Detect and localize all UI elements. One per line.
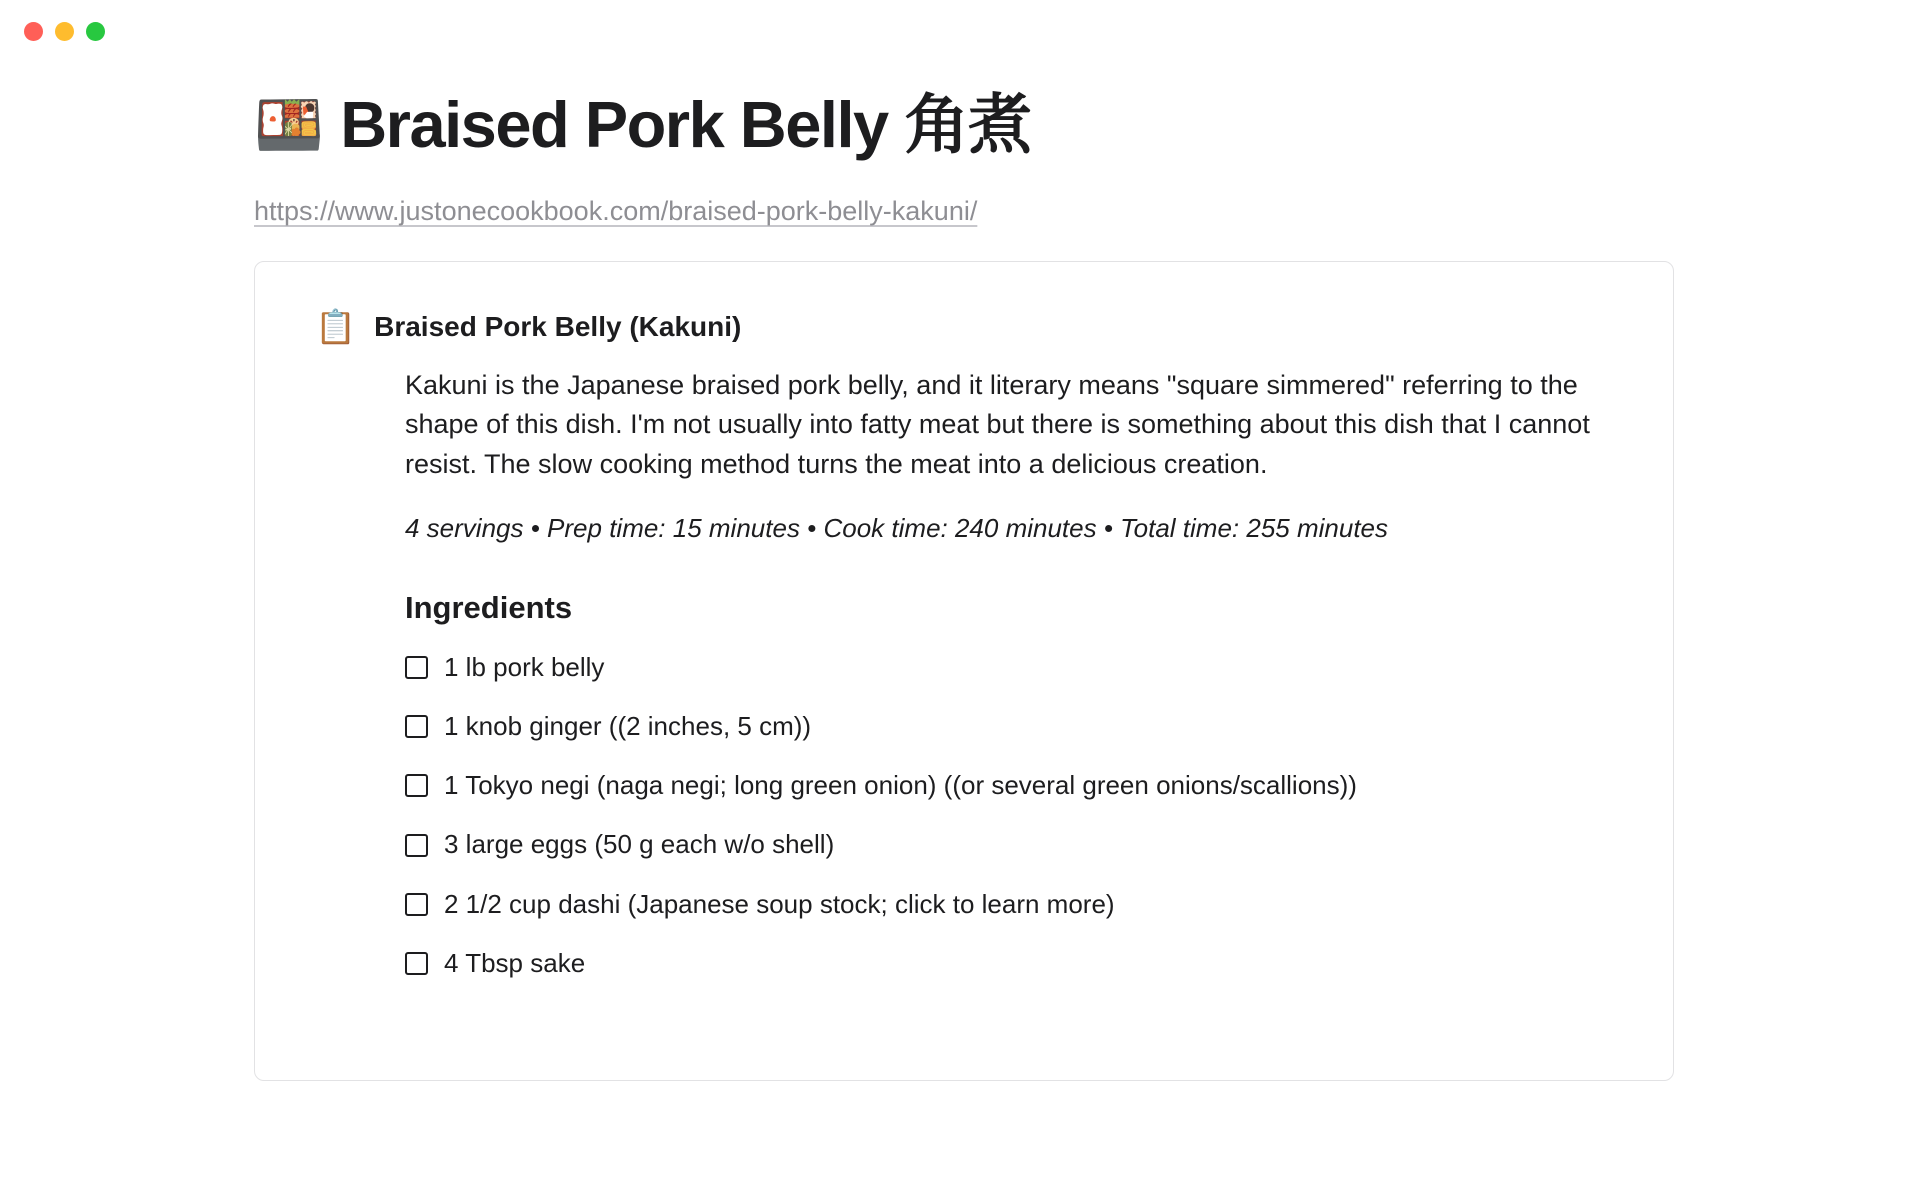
- ingredient-checkbox[interactable]: [405, 715, 428, 738]
- list-item[interactable]: [405, 889, 1613, 920]
- source-url-link[interactable]: https://www.justonecookbook.com/braised-pork-belly-kakuni/: [254, 196, 978, 227]
- window-controls: [24, 22, 105, 41]
- ingredient-label: 1 Tokyo negi (naga negi; long green onion) ((or several green onions/scallions)): [444, 770, 1357, 801]
- list-item[interactable]: [405, 948, 1613, 979]
- ingredient-checkbox[interactable]: [405, 893, 428, 916]
- recipe-description: Kakuni is the Japanese braised pork belly, and it literary means "square simmered" referring to the shape of this dish. I'm not usually into fatty meat but there is something about this dish that I cannot resist. The slow cooking method turns the meat into a delicious creation.: [405, 369, 1590, 480]
- ingredient-label: 3 large eggs (50 g each w/o shell): [444, 829, 835, 860]
- list-item[interactable]: [405, 770, 1613, 801]
- ingredient-checkbox[interactable]: [405, 952, 428, 975]
- title-bar: [0, 0, 1920, 62]
- recipe-card-header: [315, 308, 1613, 344]
- close-window-icon[interactable]: [24, 22, 43, 41]
- ingredients-heading: Ingredients: [405, 589, 573, 625]
- page-title: [254, 90, 1674, 160]
- list-item[interactable]: [405, 711, 1613, 742]
- list-item[interactable]: [405, 829, 1613, 860]
- ingredients-list: [405, 652, 1613, 979]
- ingredient-checkbox[interactable]: [405, 656, 428, 679]
- document-body: [0, 62, 1920, 1081]
- ingredient-checkbox[interactable]: [405, 834, 428, 857]
- recipe-card: [254, 261, 1674, 1081]
- recipe-meta: 4 servings • Prep time: 15 minutes • Cook time: 240 minutes • Total time: 255 minutes: [405, 512, 1389, 543]
- list-item[interactable]: [405, 652, 1613, 683]
- maximize-window-icon[interactable]: [86, 22, 105, 41]
- recipe-title: Braised Pork Belly (Kakuni): [374, 311, 742, 343]
- ingredient-label: 1 lb pork belly: [444, 651, 605, 682]
- ingredient-label: 2 1/2 cup dashi (Japanese soup stock; click to learn more): [444, 888, 1115, 919]
- minimize-window-icon[interactable]: [55, 22, 74, 41]
- page-title-text: Braised Pork Belly 角煮: [340, 88, 1032, 161]
- bento-box-icon: 🍱: [254, 93, 323, 157]
- ingredient-label: 1 knob ginger ((2 inches, 5 cm)): [444, 711, 812, 742]
- ingredient-label: 4 Tbsp sake: [444, 947, 586, 978]
- clipboard-icon: 📋: [315, 308, 357, 346]
- ingredient-checkbox[interactable]: [405, 774, 428, 797]
